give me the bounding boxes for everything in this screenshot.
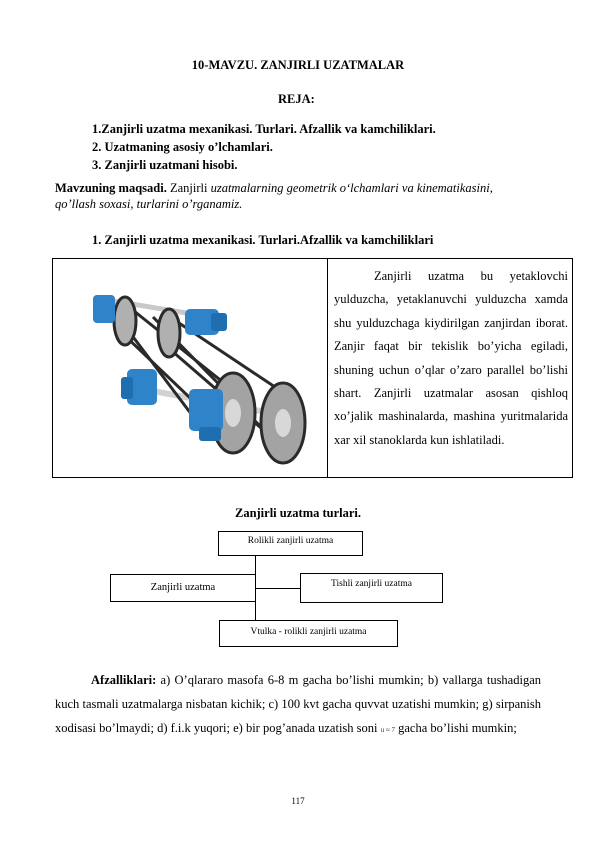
diagram-box-tishli: Tishli zanjirli uzatma — [300, 573, 443, 603]
page-number: 117 — [291, 796, 305, 806]
section-heading: 1. Zanjirli uzatma mexanikasi. Turlari.Afzallik va kamchiliklari — [92, 233, 434, 247]
advantages-paragraph — [55, 668, 541, 742]
advantages-label: Afzalliklari: — [91, 673, 157, 687]
lesson-aim — [55, 180, 495, 212]
intro-table — [52, 258, 573, 478]
chain-drive-image — [61, 277, 315, 467]
diagram-box-rolikli: Rolikli zanjirli uzatma — [218, 531, 363, 556]
aim-label: Mavzuning maqsadi. — [55, 181, 167, 195]
table-divider — [327, 259, 328, 477]
plan-heading: REJA: — [278, 92, 315, 106]
diagram-box-root: Zanjirli uzatma — [110, 574, 256, 602]
aim-lead: Zanjirli — [169, 181, 208, 195]
plan-item-1: 1.Zanjirli uzatma mexanikasi. Turlari. Afzallik va kamchiliklari. — [92, 122, 436, 136]
intro-text: Zanjirli uzatma bu yetaklovchi yulduzcha, yetaklanuvchi yulduzcha xamda shu yulduzchaga kiydirilgan zanjirdan iborat. Zanjir faqat bir tekislik bo’yicha egiladi, shuning uchun o’qlar o’zaro parallel bo’lishi shart. Zanjirli uzatmalar asosan qishloq xo’jalik mashinalarda, mashina yuritmalarida xar xil stanoklarda kun ishlatiladi. — [334, 269, 568, 447]
plan-item-3: 3. Zanjirli uzatmani hisobi. — [92, 158, 238, 172]
aim-text: uzatmalarning geometrik o‘lchamlari va kinematikasini, qo’llash soxasi, turlarini o’rganamiz. — [55, 181, 493, 211]
ratio-formula: u ≈ 7 — [380, 726, 395, 734]
advantages-text: a) O’qlararo masofa 6-8 m gacha bo’lishi mumkin; b) vallarga tushadigan kuch tasmali uzatmalarga nisbatan kichik; c) 100 kvt gacha quvvat uzatishi mumkin; g) sirpanish xodisasi bo’lmaydi; d) f.i.k yuqori; e) bir pog’anada uzatish soni — [55, 673, 541, 735]
diagram-box-vtulka: Vtulka - rolikli zanjirli uzatma — [219, 620, 398, 647]
plan-item-2: 2. Uzatmaning asosiy o’lchamlari. — [92, 140, 273, 154]
types-heading: Zanjirli uzatma turlari. — [234, 506, 362, 520]
page-title: 10-MAVZU. ZANJIRLI UZATMALAR — [191, 58, 405, 72]
advantages-text-end: gacha bo’lishi mumkin; — [398, 721, 517, 735]
